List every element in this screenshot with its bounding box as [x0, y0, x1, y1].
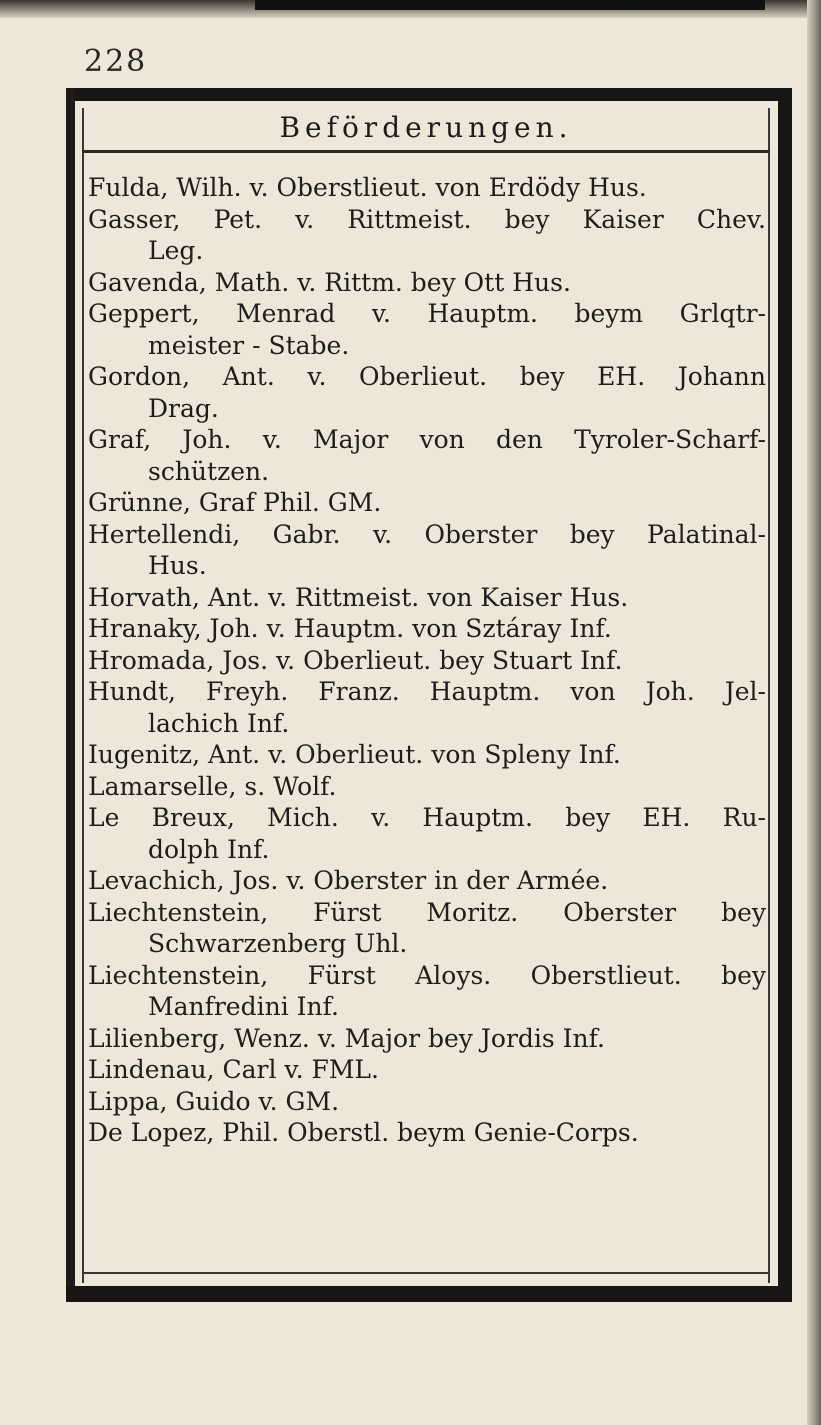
list-item [88, 960, 766, 1023]
frame-inner-rule-left [82, 108, 84, 1283]
list-item [88, 172, 766, 204]
entry-continuation-line: meister - Stabe. [148, 330, 350, 360]
list-item [88, 613, 766, 645]
entry-line: Horvath, Ant. v. Rittmeist. von Kaiser Hus. [88, 582, 629, 612]
entry-line: Lindenau, Carl v. FML. [88, 1055, 379, 1084]
list-item [88, 676, 766, 739]
list-item [88, 582, 766, 614]
entry-line: Lamarselle, s. Wolf. [88, 771, 337, 801]
frame-inner-rule-bottom [82, 1272, 770, 1274]
entry-continuation-line: dolph Inf. [148, 834, 270, 864]
list-item [88, 1023, 766, 1055]
entry-line: Fulda, Wilh. v. Oberstlieut. von Erdödy Hus. [88, 173, 647, 202]
entry-line: De Lopez, Phil. Oberstl. beym Genie-Corps. [88, 1118, 639, 1147]
entry-line: Le Breux, Mich. v. Hauptm. bey EH. Ru- [88, 803, 766, 832]
entry-line: Geppert, Menrad v. Hauptm. beym Grlqtr- [88, 299, 766, 328]
entry-line: Graf, Joh. v. Major von den Tyroler-Scharf- [88, 425, 766, 454]
entry-line: Liechtenstein, Fürst Moritz. Oberster bey [88, 897, 766, 927]
entry-line: Grünne, Graf Phil. GM. [88, 488, 382, 517]
previous-page-edge [255, 0, 765, 10]
entry-line: Lippa, Guido v. GM. [88, 1086, 340, 1116]
entry-line: Hranaky, Joh. v. Hauptm. von Sztáray Inf. [88, 614, 612, 643]
entry-line: Liechtenstein, Fürst Aloys. Oberstlieut. bey [88, 960, 766, 990]
frame-border-bottom [66, 1286, 792, 1302]
list-item [88, 204, 766, 267]
list-item [88, 802, 766, 865]
entry-line: Iugenitz, Ant. v. Oberlieut. von Spleny Inf. [88, 740, 621, 769]
entry-line: Hertellendi, Gabr. v. Oberster bey Palatinal- [88, 519, 766, 549]
entry-line: Gavenda, Math. v. Rittm. bey Ott Hus. [88, 267, 571, 297]
list-item [88, 865, 766, 897]
entry-line: Hromada, Jos. v. Oberlieut. bey Stuart Inf. [88, 645, 623, 675]
list-item [88, 1054, 766, 1086]
entry-continuation-line: Hus. [148, 551, 207, 580]
frame-border-right [778, 88, 792, 1302]
list-item [88, 267, 766, 299]
list-item [88, 424, 766, 487]
entry-line: Gasser, Pet. v. Rittmeist. bey Kaiser Chev. [88, 204, 766, 234]
list-item [88, 771, 766, 803]
entry-continuation-line: Leg. [148, 236, 204, 265]
entry-line: Gordon, Ant. v. Oberlieut. bey EH. Johann [88, 362, 766, 391]
list-item [88, 1117, 766, 1149]
entry-continuation-line: schützen. [148, 456, 270, 486]
list-item [88, 487, 766, 519]
frame-border-top [66, 88, 792, 101]
heading-rule [82, 150, 770, 153]
list-item [88, 897, 766, 960]
page-right-edge [807, 0, 821, 1425]
list-item [88, 645, 766, 677]
entry-line: Levachich, Jos. v. Oberster in der Armée. [88, 866, 609, 895]
frame-border-left [66, 88, 75, 1302]
frame-inner-rule-right [768, 108, 770, 1283]
list-item [88, 298, 766, 361]
entry-continuation-line: lachich Inf. [148, 708, 290, 738]
list-item [88, 739, 766, 771]
promotion-list [88, 172, 766, 1149]
list-item [88, 361, 766, 424]
entry-continuation-line: Drag. [148, 393, 219, 423]
section-heading: Beförderungen. [279, 111, 573, 144]
entry-continuation-line: Manfredini Inf. [148, 992, 339, 1021]
list-item [88, 1086, 766, 1118]
list-item [88, 519, 766, 582]
page-number: 228 [84, 44, 148, 79]
entry-continuation-line: Schwarzenberg Uhl. [148, 929, 408, 958]
entry-line: Lilienberg, Wenz. v. Major bey Jordis Inf. [88, 1023, 605, 1053]
entry-line: Hundt, Freyh. Franz. Hauptm. von Joh. Jel- [88, 677, 766, 706]
